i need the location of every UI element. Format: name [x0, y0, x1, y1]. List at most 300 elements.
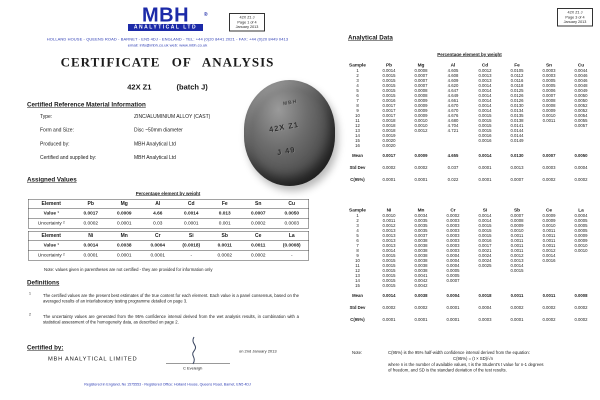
crm-row-label: Type:	[40, 114, 53, 120]
crm-info-heading: Certified Reference Material Information	[27, 101, 146, 108]
value-cell: 4.661	[447, 98, 459, 103]
definition-text: The certified values are the present best estimates of the true content for each element. Each value is a panel consensus, based on the averaged results of an interlaboratory testing programme detailed on page 3.	[43, 293, 299, 304]
value-cell: 0.0004	[446, 263, 460, 268]
value-cell: 0.0013	[478, 73, 492, 78]
summary-label: Std Dev	[349, 165, 366, 170]
value-cell: 0.0005	[542, 78, 556, 83]
value-cell: 0.0014	[478, 108, 492, 113]
value-cell: 0.0005	[446, 268, 460, 273]
definition-number: 1	[29, 292, 31, 296]
column-header: Si	[482, 207, 488, 213]
summary-value: 0.0008	[574, 293, 588, 298]
summary-value: 0.0001	[414, 317, 428, 322]
value-cell: 0.0049	[574, 88, 588, 93]
value-cell: 0.0017	[382, 108, 396, 113]
summary-label: C(95%)	[350, 317, 365, 322]
value-cell: 0.0003	[542, 68, 556, 73]
note-equation: C(95%) = (t × SD)/√n	[453, 356, 493, 361]
note-line: C(95%) is the 95% half-width confidence interval derived from the equation:	[388, 350, 530, 355]
value-cell: 4.609	[447, 78, 459, 83]
value-cell: 0.0011	[542, 243, 556, 248]
value-cell: 0.0011	[542, 233, 556, 238]
value-cell: 0.0015	[478, 223, 492, 228]
data-row	[28, 240, 309, 250]
registered-trademark-icon: ®	[203, 12, 208, 18]
column-header: Sb	[208, 231, 242, 240]
value-cell: 0.0041	[414, 273, 428, 278]
summary-value: 0.0004	[478, 305, 492, 310]
value-cell: 0.0005	[574, 218, 588, 223]
value-cell: 0.0012	[414, 128, 428, 133]
column-header: Ce	[545, 207, 553, 213]
value-cell: 0.0134	[510, 108, 524, 113]
row-label: 6	[356, 238, 359, 243]
summary-value: 0.0002	[542, 177, 556, 182]
value-cell: 0.0014	[478, 88, 492, 93]
analytical-table-1	[342, 59, 597, 184]
value-cell: 0.0014	[478, 218, 492, 223]
page-number: Page 1 of 4	[237, 19, 257, 25]
value-cell: 0.0015	[382, 268, 396, 273]
summary-value: 0.0002	[574, 317, 588, 322]
summary-value: 0.0001	[382, 317, 396, 322]
value-cell: 0.0010	[510, 228, 524, 233]
value-cell: 0.0013	[510, 258, 524, 263]
value-cell: 4.647	[447, 88, 459, 93]
value-cell: 0.0015	[510, 268, 524, 273]
summary-value: 0.0014	[478, 153, 492, 158]
value-cell: 0.0038	[414, 248, 428, 253]
row-label: 11	[355, 118, 360, 123]
value-cell: 0.0009	[414, 103, 428, 108]
value-cell: 0.0009	[574, 238, 588, 243]
value-cell: 0.0020	[382, 143, 396, 148]
row-label: 9	[356, 253, 359, 258]
value-cell: 0.0001	[116, 252, 132, 258]
value-cell: 0.001	[218, 220, 231, 226]
value-cell: 0.0008	[510, 218, 524, 223]
value-cell: 0.0014	[382, 248, 396, 253]
row-label: 8	[356, 248, 359, 253]
value-cell: 0.0014	[478, 98, 492, 103]
mbh-logo-subtext: ANALYTICAL LTD	[128, 24, 203, 31]
value-cell: 0.0008	[414, 88, 428, 93]
value-cell: 0.0015	[382, 263, 396, 268]
column-header: Al	[141, 199, 175, 208]
value-cell: 0.0024	[478, 253, 492, 258]
column-header: Fe	[208, 199, 242, 208]
value-cell: 0.0015	[382, 73, 396, 78]
value-cell: 0.0016	[478, 238, 492, 243]
summary-value: 0.0001	[510, 317, 524, 322]
summary-value: 0.0002	[382, 165, 396, 170]
value-cell: 0.0105	[510, 68, 524, 73]
value-cell: 0.0018	[382, 118, 396, 123]
disc-stamp-brand: MBH	[282, 98, 298, 107]
summary-value: 0.0017	[382, 153, 396, 158]
value-cell: 0.0021	[478, 248, 492, 253]
row-label: 2	[356, 73, 359, 78]
parentheses-note: Note: values given in parentheses are not certified - they are provided for information only	[44, 267, 213, 272]
value-cell: 0.0044	[574, 68, 588, 73]
crm-row-label: Form and Size:	[40, 127, 74, 133]
value-cell: 4.649	[447, 93, 459, 98]
value-cell: 0.0003	[446, 228, 460, 233]
disc-stamp-batch: J 49	[276, 145, 297, 158]
signatory-name: C Eveleigh	[183, 366, 203, 371]
value-cell: 0.0035	[414, 223, 428, 228]
certified-date: on 2nd January 2013	[239, 349, 277, 354]
column-header: Element	[28, 199, 74, 208]
product-code: 42X Z1 J	[567, 10, 583, 15]
summary-label: Mean	[352, 293, 363, 298]
issue-date: January 2013	[563, 19, 587, 24]
value-cell: 0.0010	[574, 243, 588, 248]
page-info-box	[229, 13, 265, 31]
value-cell: 0.0015	[382, 83, 396, 88]
page-number: Page 3 of 4	[565, 14, 585, 20]
value-cell: 0.0007	[542, 93, 556, 98]
crm-row-label: Produced by:	[40, 141, 70, 147]
value-cell: 0.0015	[478, 113, 492, 118]
value-cell: 0.0017	[74, 208, 108, 218]
summary-value: 0.0050	[574, 153, 588, 158]
column-header: Cd	[175, 199, 209, 208]
value-cell: 0.0018	[382, 123, 396, 128]
value-cell: 0.0003	[446, 248, 460, 253]
analytical-table-2	[342, 204, 597, 324]
value-cell: 0.0015	[382, 278, 396, 283]
value-cell: 0.0001	[183, 220, 199, 226]
row-label: Uncertainty ²	[37, 220, 65, 226]
analytical-table-caption: Percentage element by weight	[437, 52, 502, 57]
row-label: Value ¹	[28, 240, 74, 250]
summary-value: 0.0002	[542, 305, 556, 310]
column-header: Sample	[349, 207, 366, 213]
value-cell: 0.0116	[510, 78, 524, 83]
value-cell: 0.0002	[83, 220, 99, 226]
definitions-heading: Definitions	[27, 279, 60, 286]
value-cell: 0.0002	[217, 252, 233, 258]
value-cell: 0.0024	[478, 258, 492, 263]
value-cell: 0.0015	[382, 88, 396, 93]
value-cell: 0.0144	[510, 128, 524, 133]
value-cell: 0.0011	[510, 238, 524, 243]
value-cell: 0.0050	[574, 98, 588, 103]
column-header: La	[578, 207, 584, 213]
value-cell: 0.0007	[414, 78, 428, 83]
certified-by-heading: Certified by:	[27, 344, 64, 351]
row-label: 8	[356, 103, 359, 108]
summary-row	[342, 160, 597, 172]
summary-value: 0.0011	[510, 293, 524, 298]
value-cell: 0.0015	[478, 128, 492, 133]
summary-label: Std Dev	[349, 305, 366, 310]
value-cell: 0.0009	[414, 98, 428, 103]
value-cell: 0.0057	[574, 123, 588, 128]
value-cell: 0.0001	[116, 220, 132, 226]
logo-wordmark: MBH	[141, 4, 190, 26]
value-cell: 0.0014	[382, 68, 396, 73]
column-header: Cu	[577, 62, 585, 68]
certifying-company: MBH ANALYTICAL LIMITED	[48, 356, 138, 362]
crm-row-label: Certified and supplied by:	[40, 155, 97, 161]
value-cell: 0.0042	[414, 278, 428, 283]
value-cell: 0.0011	[510, 233, 524, 238]
summary-row	[342, 148, 597, 160]
summary-value: 0.0002	[414, 165, 428, 170]
column-header: Sn	[242, 199, 276, 208]
assigned-table-caption: Percentage element by weight	[135, 191, 201, 196]
summary-value: 0.0002	[542, 317, 556, 322]
value-cell: 0.0038	[108, 240, 142, 250]
disc-stamp-code: 42X Z1	[268, 120, 300, 135]
value-cell: 0.0035	[414, 228, 428, 233]
summary-label: C(95%)	[350, 177, 365, 182]
value-cell: 0.0002	[250, 220, 266, 226]
value-cell: 0.0009	[510, 223, 524, 228]
value-cell: 0.0126	[510, 98, 524, 103]
row-label: 13	[355, 273, 360, 278]
summary-value: 0.0002	[414, 305, 428, 310]
crm-row-value: MBH Analytical Ltd	[134, 155, 176, 161]
summary-value: 0.0001	[478, 177, 492, 182]
row-label: 4	[356, 228, 359, 233]
summary-value: 0.0002	[574, 305, 588, 310]
value-cell: 0.0003	[284, 220, 300, 226]
value-cell: 0.0017	[382, 113, 396, 118]
value-cell: 0.0141	[510, 123, 524, 128]
value-cell: 0.0013	[382, 233, 396, 238]
value-cell: 0.0015	[478, 123, 492, 128]
value-cell: 4.620	[447, 83, 459, 88]
summary-value: 0.0007	[510, 177, 524, 182]
value-cell: 0.0014	[510, 263, 524, 268]
value-cell: 0.0016	[382, 98, 396, 103]
value-cell: 0.0009	[542, 218, 556, 223]
row-label: 5	[356, 88, 359, 93]
row-label: 14	[355, 133, 360, 138]
summary-value: 0.0001	[446, 317, 460, 322]
mbh-logo-text	[128, 4, 208, 26]
value-cell: 0.0010	[574, 248, 588, 253]
value-cell: 0.0019	[382, 133, 396, 138]
value-cell: (0.0018)	[175, 240, 209, 250]
value-cell: 0.0010	[414, 118, 428, 123]
value-cell: 0.0005	[542, 83, 556, 88]
value-cell: 0.0003	[446, 223, 460, 228]
value-cell: 0.0012	[478, 68, 492, 73]
row-label: 9	[356, 108, 359, 113]
value-cell: 0.0016	[478, 138, 492, 143]
summary-value: 0.0014	[382, 293, 396, 298]
row-label: 4	[356, 83, 359, 88]
value-cell: 0.0038	[414, 238, 428, 243]
data-row	[28, 218, 309, 228]
summary-value: 0.0004	[446, 293, 460, 298]
value-cell: 0.0003	[446, 233, 460, 238]
value-cell: 0.0149	[510, 138, 524, 143]
value-cell: 0.0011	[542, 228, 556, 233]
value-cell: 0.0011	[510, 248, 524, 253]
analytical-data-page	[340, 0, 600, 400]
value-cell: 0.0052	[574, 103, 588, 108]
summary-value: 0.0001	[382, 177, 396, 182]
company-contact: email: info@mbh.co.uk web: www.mbh.co.uk	[127, 43, 208, 48]
summary-value: 0.0009	[414, 153, 428, 158]
value-cell: 0.0046	[574, 73, 588, 78]
row-label: 6	[356, 93, 359, 98]
row-label: 5	[356, 233, 359, 238]
value-cell: 0.0004	[446, 258, 460, 263]
value-cell: 0.0003	[542, 73, 556, 78]
value-cell: 0.0002	[446, 213, 460, 218]
row-label: 7	[356, 243, 359, 248]
value-cell: 0.0001	[150, 252, 166, 258]
row-label: 3	[356, 78, 359, 83]
value-cell: 0.0130	[510, 103, 524, 108]
summary-value: 0.037	[447, 165, 459, 170]
summary-label: Mean	[352, 153, 363, 158]
row-label: 13	[355, 128, 360, 133]
header-row	[342, 59, 597, 68]
company-address: HOLLAND HOUSE - QUEENS ROAD - BARNET - EN5 4DJ - ENGLAND - TEL: +44 (0)20 8441 2021 - FAX: +44 (0)20 8449 0413	[46, 37, 289, 42]
row-label: 3	[356, 223, 359, 228]
value-cell: 0.0118	[510, 83, 524, 88]
summary-row	[342, 300, 597, 312]
value-cell: 0.0007	[414, 73, 428, 78]
value-cell: 0.0050	[574, 93, 588, 98]
summary-value: 0.022	[447, 177, 459, 182]
value-cell: 0.0020	[382, 138, 396, 143]
value-cell: 0.0011	[208, 240, 242, 250]
value-cell: 0.0010	[382, 213, 396, 218]
value-cell: 0.0009	[542, 213, 556, 218]
value-cell: 0.0015	[382, 93, 396, 98]
summary-value: 0.0038	[414, 293, 428, 298]
data-row	[28, 208, 309, 218]
value-cell: 0.0014	[478, 83, 492, 88]
issue-date: January 2013	[235, 24, 259, 29]
value-cell: 0.0015	[382, 258, 396, 263]
value-cell: 0.0112	[510, 73, 524, 78]
row-label: 12	[355, 268, 360, 273]
row-label: 2	[356, 218, 359, 223]
column-header: Cd	[481, 62, 489, 68]
value-cell: 0.0009	[414, 113, 428, 118]
value-cell: 0.0138	[510, 118, 524, 123]
row-label: 15	[355, 138, 360, 143]
value-cell: 0.0015	[382, 253, 396, 258]
value-cell: 0.0007	[414, 83, 428, 88]
header-row	[342, 204, 597, 213]
summary-value: 0.0003	[478, 317, 492, 322]
value-cell: 0.0011	[542, 238, 556, 243]
value-cell: 0.0125	[510, 88, 524, 93]
assigned-values-table-1	[28, 199, 309, 229]
value-cell: 0.0011	[542, 118, 556, 123]
summary-value: 0.0002	[382, 305, 396, 310]
value-cell: 0.0011	[382, 218, 396, 223]
row-label: Uncertainty ²	[37, 252, 65, 258]
value-cell: 0.0017	[478, 243, 492, 248]
header-row	[28, 231, 309, 240]
value-cell: 0.0054	[574, 113, 588, 118]
row-label: 10	[355, 258, 360, 263]
value-cell: 0.0009	[414, 108, 428, 113]
value-cell: 0.0004	[141, 240, 175, 250]
value-cell: 0.0042	[414, 283, 428, 288]
value-cell: 0.0011	[510, 243, 524, 248]
column-header: La	[275, 231, 309, 240]
value-cell: 0.0034	[414, 213, 428, 218]
value-cell: 0.0008	[542, 98, 556, 103]
value-cell: 0.0005	[446, 273, 460, 278]
definition-number: 2	[29, 313, 31, 317]
value-cell: 0.0038	[414, 268, 428, 273]
note-line: where n is the number of available values, t is the Student's t value for n-1 degrees	[388, 362, 544, 367]
summary-row	[342, 172, 597, 184]
column-header: Pb	[385, 62, 393, 68]
value-cell: 0.0008	[414, 68, 428, 73]
value-cell: 0.0046	[574, 78, 588, 83]
summary-value: 0.0004	[574, 165, 588, 170]
column-header: Mg	[417, 62, 425, 68]
value-cell: 0.0005	[574, 228, 588, 233]
value-cell: 0.0016	[478, 133, 492, 138]
value-cell: 0.0007	[510, 213, 524, 218]
value-cell: 0.0007	[242, 208, 276, 218]
value-cell: 0.0012	[542, 248, 556, 253]
assigned-values-table-2	[28, 231, 309, 261]
page-info-box	[557, 8, 593, 26]
row-label: Value ¹	[28, 208, 74, 218]
value-cell: 0.0018	[382, 128, 396, 133]
summary-value: 0.0003	[542, 165, 556, 170]
row-label: 7	[356, 98, 359, 103]
value-cell: 4.605	[447, 68, 459, 73]
value-cell: 0.0003	[446, 238, 460, 243]
crm-row-value: MBH Analytical Ltd	[134, 141, 176, 147]
row-label: 14	[355, 278, 360, 283]
value-cell: 0.0001	[83, 252, 99, 258]
value-cell: 0.0025	[478, 263, 492, 268]
column-header: Sb	[513, 207, 521, 213]
value-cell: 0.0055	[574, 118, 588, 123]
summary-row	[342, 312, 597, 324]
value-cell: 0.0010	[542, 113, 556, 118]
summary-value: 0.0001	[446, 305, 460, 310]
value-cell: 0.0013	[382, 228, 396, 233]
summary-value: 0.0018	[478, 293, 492, 298]
summary-value: 0.0130	[510, 153, 524, 158]
row-label: 16	[355, 143, 360, 148]
summary-value: 0.0001	[478, 165, 492, 170]
value-cell: 0.0002	[250, 252, 266, 258]
value-cell: 4.704	[447, 123, 459, 128]
summary-value: 0.0007	[542, 153, 556, 158]
summary-value: 0.0011	[542, 293, 556, 298]
value-cell: 4.608	[447, 73, 459, 78]
note-line: of freedom, and SD is the standard deviation of the test results.	[388, 367, 507, 373]
row-label: 15	[355, 283, 360, 288]
column-header: Si	[175, 231, 209, 240]
value-cell: 0.0052	[574, 108, 588, 113]
row-label: 11	[355, 263, 360, 268]
value-cell: 0.0015	[478, 118, 492, 123]
value-cell: 0.0003	[446, 243, 460, 248]
summary-value: 0.0002	[510, 305, 524, 310]
